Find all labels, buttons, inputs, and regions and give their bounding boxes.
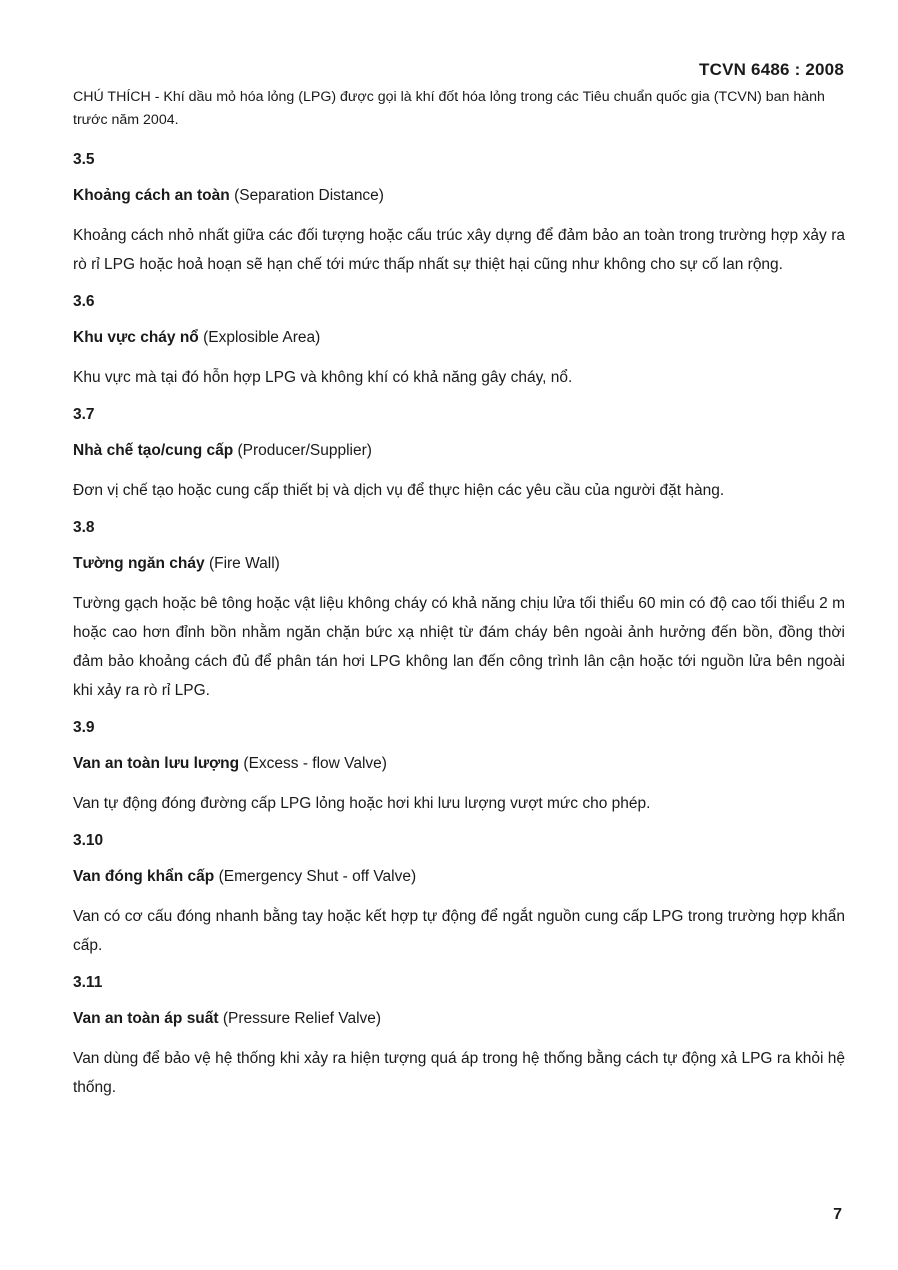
standard-number: TCVN 6486 : 2008 xyxy=(699,60,844,79)
term-heading xyxy=(73,327,845,349)
section-number: 3.7 xyxy=(73,406,95,423)
term-vietnamese: Van an toàn lưu lượng xyxy=(73,755,240,772)
term-definition: Van có cơ cấu đóng nhanh bằng tay hoặc kết hợp tự động để ngắt nguồn cung cấp LPG trong trường hợp khẩn cấp. xyxy=(73,908,845,954)
section-number: 3.5 xyxy=(73,151,95,168)
term-english: (Excess - flow Valve) xyxy=(243,755,387,772)
term-heading xyxy=(73,1008,845,1030)
term-definition: Tường gạch hoặc bê tông hoặc vật liệu không cháy có khả năng chịu lửa tối thiểu 60 min có độ cao tối thiểu 2 m hoặc cao hơn đỉnh bồn nhằm ngăn chặn bức xạ nhiệt từ đám cháy bên ngoài ảnh hưởng đến bồn, đồng thời đảm bảo khoảng cách đủ để phân tán hơi LPG không lan đến công trình lân cận hoặc tới nguồn lửa bên ngoài khi xảy ra rò rỉ LPG. xyxy=(73,595,845,699)
section-3-9 xyxy=(73,718,845,818)
section-3-10 xyxy=(73,831,845,960)
term-english: (Producer/Supplier) xyxy=(237,442,372,459)
term-heading xyxy=(73,440,845,462)
term-vietnamese: Nhà chế tạo/cung cấp xyxy=(73,442,234,459)
term-definition: Khoảng cách nhỏ nhất giữa các đối tượng hoặc cấu trúc xây dựng để đảm bảo an toàn trong trường hợp xảy ra rò rỉ LPG hoặc hoả hoạn sẽ hạn chế tới mức thấp nhất sự thiệt hại cũng như không cho sự cố lan rộng. xyxy=(73,227,845,273)
term-definition: Khu vực mà tại đó hỗn hợp LPG và không khí có khả năng gây cháy, nổ. xyxy=(73,369,573,386)
term-english: (Separation Distance) xyxy=(234,187,384,204)
term-definition: Van dùng để bảo vệ hệ thống khi xảy ra hiện tượng quá áp trong hệ thống bằng cách tự động xả LPG ra khỏi hệ thống. xyxy=(73,1050,845,1096)
section-number: 3.8 xyxy=(73,519,95,536)
section-3-6 xyxy=(73,292,845,392)
section-3-5 xyxy=(73,150,845,279)
term-vietnamese: Khoảng cách an toàn xyxy=(73,187,230,204)
term-heading xyxy=(73,553,845,575)
page-number: 7 xyxy=(833,1206,842,1223)
section-number: 3.9 xyxy=(73,719,95,736)
note-paragraph: CHÚ THÍCH - Khí dầu mỏ hóa lỏng (LPG) được gọi là khí đốt hóa lỏng trong các Tiêu chuẩn quốc gia (TCVN) ban hành trước năm 2004. xyxy=(73,89,825,128)
term-vietnamese: Tường ngăn cháy xyxy=(73,555,205,572)
term-english: (Fire Wall) xyxy=(208,555,280,572)
section-number: 3.10 xyxy=(73,832,104,849)
term-vietnamese: Van an toàn áp suất xyxy=(73,1010,219,1027)
term-vietnamese: Van đóng khẩn cấp xyxy=(73,868,215,885)
term-heading xyxy=(73,753,845,775)
term-english: (Emergency Shut - off Valve) xyxy=(218,868,417,885)
term-heading xyxy=(73,185,845,207)
term-english: (Pressure Relief Valve) xyxy=(222,1010,382,1027)
term-definition: Đơn vị chế tạo hoặc cung cấp thiết bị và dịch vụ để thực hiện các yêu cầu của người đặt hàng. xyxy=(73,482,725,499)
section-3-7 xyxy=(73,405,845,505)
term-vietnamese: Khu vực cháy nổ xyxy=(73,329,199,346)
section-3-11 xyxy=(73,973,845,1102)
term-definition: Van tự động đóng đường cấp LPG lỏng hoặc hơi khi lưu lượng vượt mức cho phép. xyxy=(73,795,651,812)
section-3-8 xyxy=(73,518,845,705)
section-number: 3.6 xyxy=(73,293,95,310)
document-body xyxy=(73,86,845,1115)
section-number: 3.11 xyxy=(73,974,103,991)
term-english: (Explosible Area) xyxy=(203,329,321,346)
term-heading xyxy=(73,866,845,888)
